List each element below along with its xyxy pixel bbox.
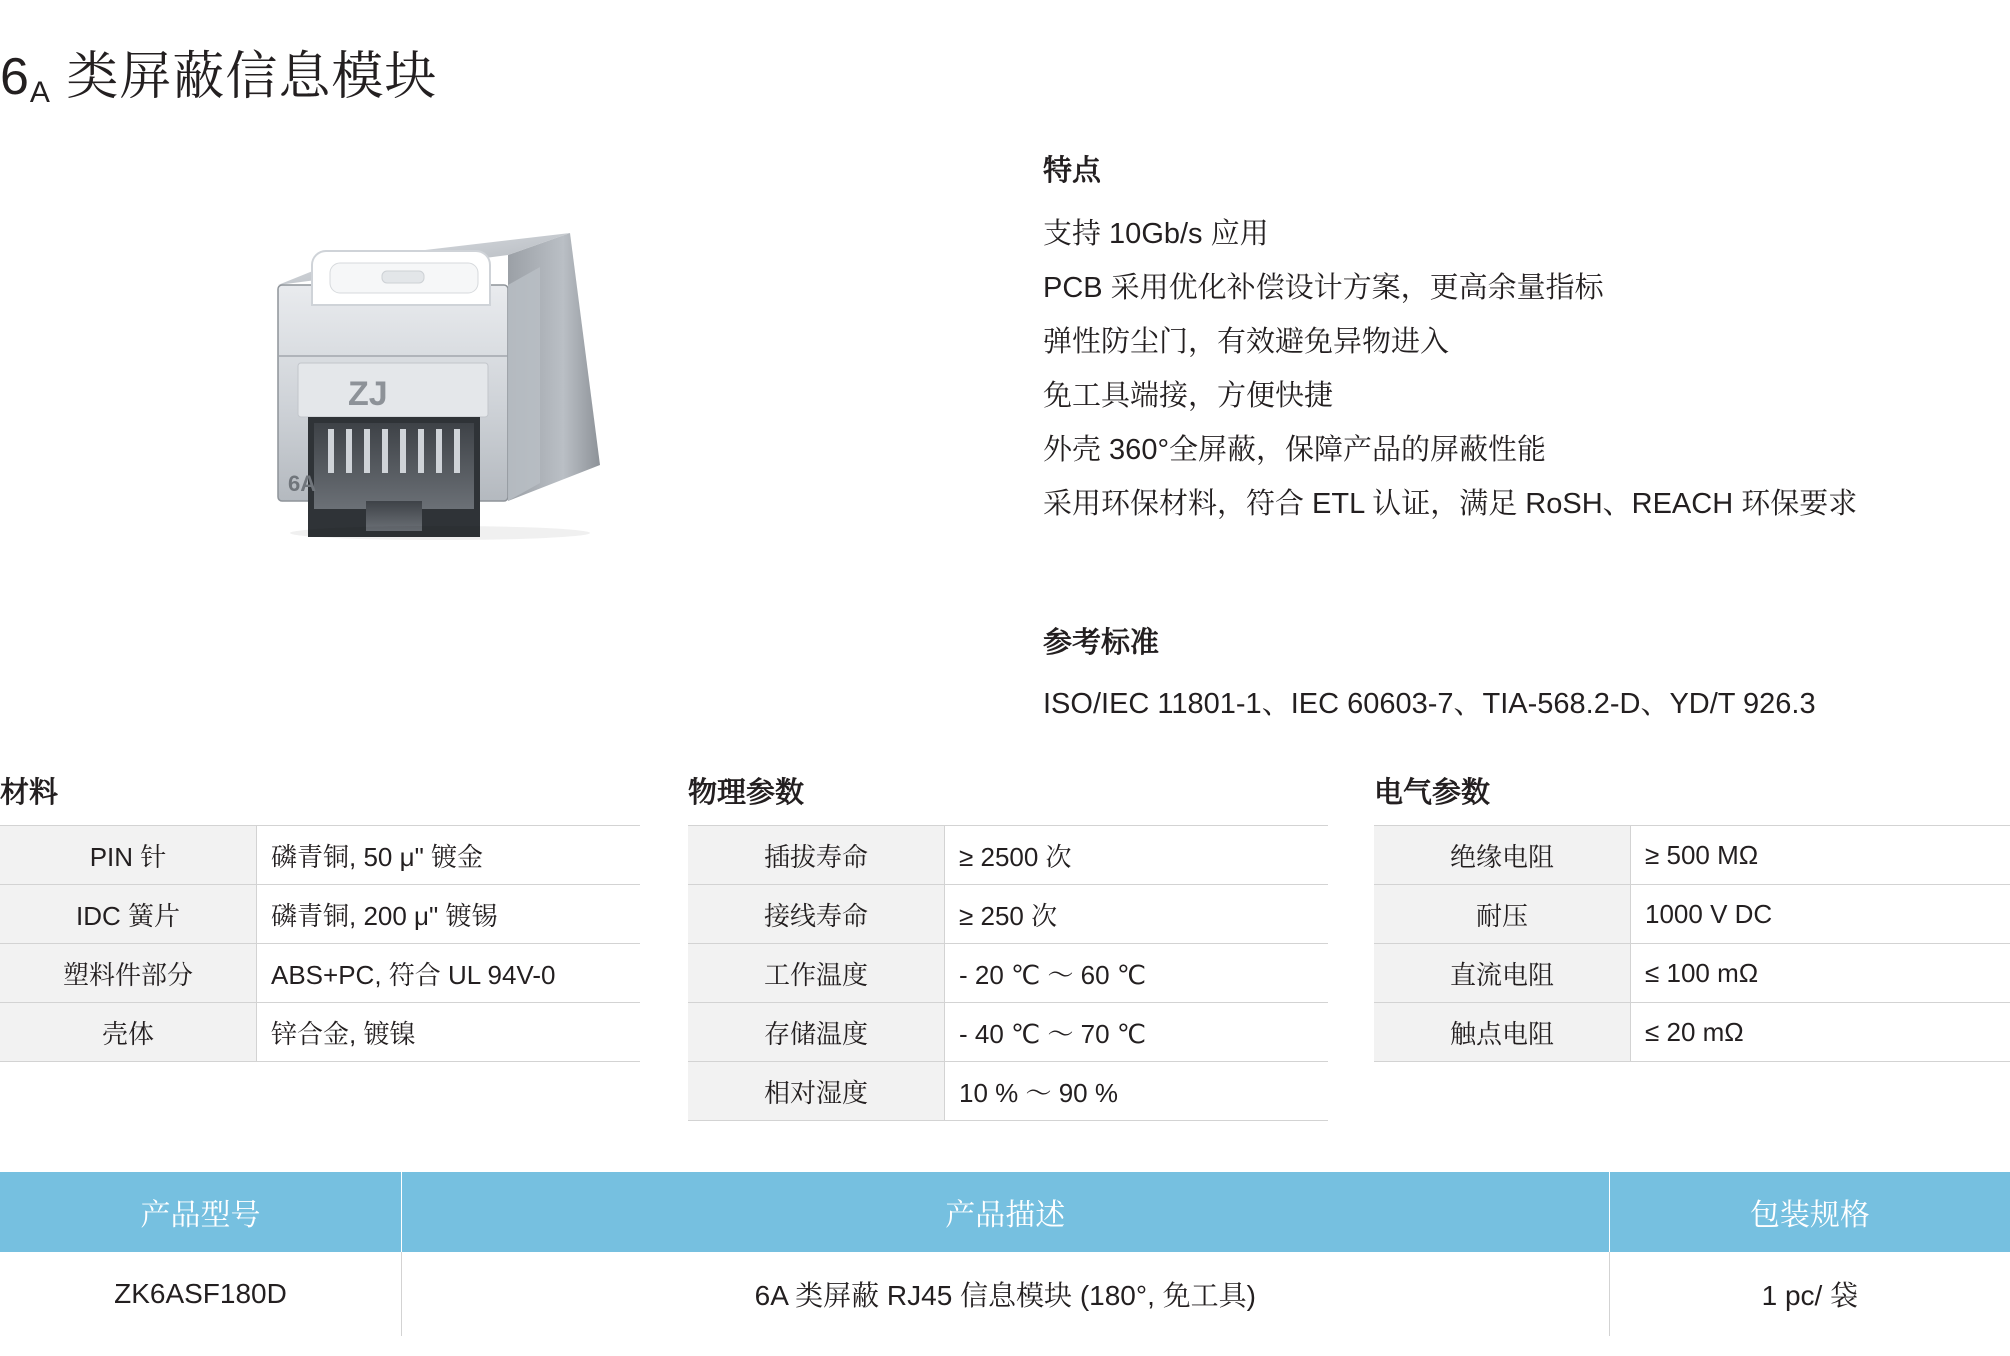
row-key: 接线寿命 <box>688 885 945 944</box>
standards-section <box>1043 620 2003 729</box>
feature-item: PCB 采用优化补偿设计方案，更高余量指标 <box>1043 272 1604 304</box>
product-category-mark: 6A <box>288 471 317 496</box>
table-row <box>688 1062 1328 1121</box>
row-value: 磷青铜, 200 μ" 镀锡 <box>257 885 641 944</box>
row-key: 相对湿度 <box>688 1062 945 1121</box>
physical-heading: 物理参数 <box>688 777 805 809</box>
ordering-header-row <box>0 1172 2010 1252</box>
feature-item: 弹性防尘门，有效避免异物进入 <box>1043 326 1450 358</box>
cell-model: ZK6ASF180D <box>0 1252 401 1336</box>
ordering-table <box>0 1172 2010 1336</box>
column-header-model: 产品型号 <box>0 1172 401 1252</box>
page-title-suffix: 类屏蔽信息模块 <box>50 48 438 106</box>
table-row <box>0 885 640 944</box>
electrical-spec-group <box>1374 770 2010 1062</box>
row-key: 触点电阻 <box>1374 1003 1631 1062</box>
physical-spec-group <box>688 770 1328 1121</box>
table-row <box>688 944 1328 1003</box>
column-header-packing: 包装规格 <box>1609 1172 2010 1252</box>
row-value: - 40 ℃ ～ 70 ℃ <box>945 1003 1329 1062</box>
features-heading: 特点 <box>1043 155 1102 187</box>
row-key: 存储温度 <box>688 1003 945 1062</box>
row-value: ABS+PC, 符合 UL 94V-0 <box>257 944 641 1003</box>
material-table <box>0 825 640 1062</box>
column-header-description: 产品描述 <box>401 1172 1609 1252</box>
row-value: 锌合金, 镀镍 <box>257 1003 641 1062</box>
row-key: 插拔寿命 <box>688 826 945 885</box>
row-key: 工作温度 <box>688 944 945 1003</box>
row-value: ≥ 2500 次 <box>945 826 1329 885</box>
table-row <box>1374 1003 2010 1062</box>
table-row <box>688 885 1328 944</box>
row-value: - 20 ℃ ～ 60 ℃ <box>945 944 1329 1003</box>
row-value: 磷青铜, 50 μ" 镀金 <box>257 826 641 885</box>
cell-description: 6A 类屏蔽 RJ45 信息模块 (180°, 免工具) <box>401 1252 1609 1336</box>
row-key: 直流电阻 <box>1374 944 1631 1003</box>
page-title-subscript: A <box>29 76 51 109</box>
electrical-table <box>1374 825 2010 1062</box>
table-row <box>688 826 1328 885</box>
product-brand-mark: ZJ <box>348 375 388 413</box>
material-spec-group <box>0 770 640 1062</box>
feature-item: 支持 10Gb/s 应用 <box>1043 218 1269 250</box>
feature-item: 采用环保材料，符合 ETL 认证，满足 RoSH、REACH 环保要求 <box>1043 488 1858 520</box>
standards-text: ISO/IEC 11801-1、IEC 60603-7、TIA-568.2-D、YD/T 926.3 <box>1043 688 1816 720</box>
electrical-heading: 电气参数 <box>1374 777 1491 809</box>
page-title-prefix: 6 <box>0 48 30 106</box>
standards-heading: 参考标准 <box>1043 627 1160 659</box>
product-illustration <box>270 215 690 545</box>
row-key: 壳体 <box>0 1003 257 1062</box>
row-value: ≥ 250 次 <box>945 885 1329 944</box>
row-value: ≤ 20 mΩ <box>1631 1003 2010 1062</box>
material-heading: 材料 <box>0 777 59 809</box>
table-row <box>688 1003 1328 1062</box>
row-value: ≤ 100 mΩ <box>1631 944 2010 1003</box>
feature-item: 免工具端接，方便快捷 <box>1043 380 1334 412</box>
features-section <box>1043 148 1983 531</box>
row-key: 绝缘电阻 <box>1374 826 1631 885</box>
table-row <box>0 826 640 885</box>
product-image <box>270 215 690 545</box>
table-row <box>0 1252 2010 1336</box>
table-row <box>1374 944 2010 1003</box>
row-key: 塑料件部分 <box>0 944 257 1003</box>
row-key: 耐压 <box>1374 885 1631 944</box>
table-row <box>1374 885 2010 944</box>
table-row <box>1374 826 2010 885</box>
row-key: PIN 针 <box>0 826 257 885</box>
row-value: 1000 V DC <box>1631 885 2010 944</box>
feature-item: 外壳 360°全屏蔽，保障产品的屏蔽性能 <box>1043 434 1547 466</box>
row-value: 10 % ～ 90 % <box>945 1062 1329 1121</box>
table-row <box>0 944 640 1003</box>
physical-table <box>688 825 1328 1121</box>
cell-packing: 1 pc/ 袋 <box>1761 1280 1859 1311</box>
table-row <box>0 1003 640 1062</box>
row-value: ≥ 500 MΩ <box>1631 826 2010 885</box>
page-title <box>0 34 437 109</box>
row-key: IDC 簧片 <box>0 885 257 944</box>
